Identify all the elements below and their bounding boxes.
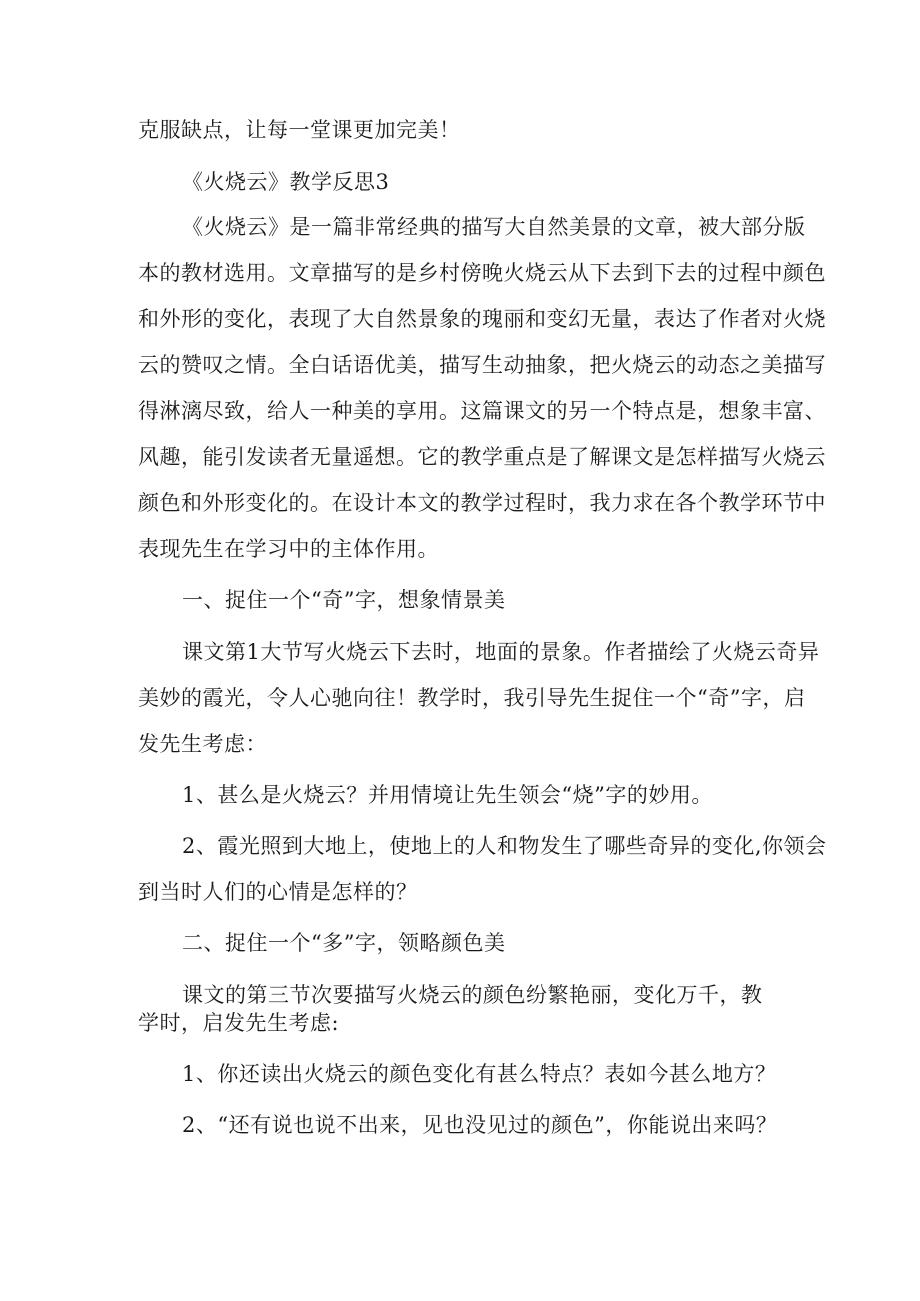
list-item: 1、甚么是火烧云？并用情境让先生领会“烧”字的妙用。	[182, 783, 713, 807]
section-heading: 《火烧云》教学反思3	[182, 170, 390, 194]
paragraph-line: 风趣，能引发读者无量遥想。它的教学重点是了解课文是怎样描写火烧云	[138, 445, 826, 469]
paragraph-line: 美妙的霞光，令人心驰向往！教学时，我引导先生捉住一个“奇”字，启	[138, 686, 806, 710]
list-item: 2、霞光照到大地上，使地上的人和物发生了哪些奇异的变化,你领会	[182, 834, 827, 858]
paragraph-line: 发先生考虑：	[138, 732, 267, 756]
subheading: 二、捉住一个“多”字，领略颜色美	[182, 931, 506, 955]
text-line: 克服缺点，让每一堂课更加完美！	[138, 118, 461, 142]
paragraph-line: 《火烧云》是一篇非常经典的描写大自然美景的文章，被大部分版	[182, 215, 806, 239]
list-item: 2、“还有说也说不出来，见也没见过的颜色”，你能说出来吗？	[182, 1113, 778, 1137]
paragraph-line: 课文第1大节写火烧云下去时，地面的景象。作者描绘了火烧云奇异	[182, 640, 820, 664]
paragraph-line: 和外形的变化，表现了大自然景象的瑰丽和变幻无量，表达了作者对火烧	[138, 307, 826, 331]
subheading: 一、捉住一个“奇”字，想象情景美	[182, 588, 506, 612]
paragraph-line: 学时，启发先生考虑:	[138, 1011, 340, 1035]
paragraph-line: 云的赞叹之情。全白话语优美，描写生动抽象，把火烧云的动态之美描写	[138, 353, 826, 377]
list-item-continuation: 到当时人们的心情是怎样的？	[138, 880, 418, 904]
paragraph-line: 本的教材选用。文章描写的是乡村傍晚火烧云从下去到下去的过程中颜色	[138, 261, 826, 285]
paragraph-line: 颜色和外形变化的。在设计本文的教学过程时，我力求在各个教学环节中	[138, 491, 826, 515]
paragraph-line: 表现先生在学习中的主体作用。	[138, 537, 439, 561]
paragraph-line: 得淋漓尽致，给人一种美的享用。这篇课文的另一个特点是，想象丰富、	[138, 399, 826, 423]
list-item: 1、你还读出火烧云的颜色变化有甚么特点？表如今甚么地方？	[182, 1062, 777, 1086]
paragraph-line: 课文的第三节次要描写火烧云的颜色纷繁艳丽，变化万千，教	[182, 983, 763, 1007]
